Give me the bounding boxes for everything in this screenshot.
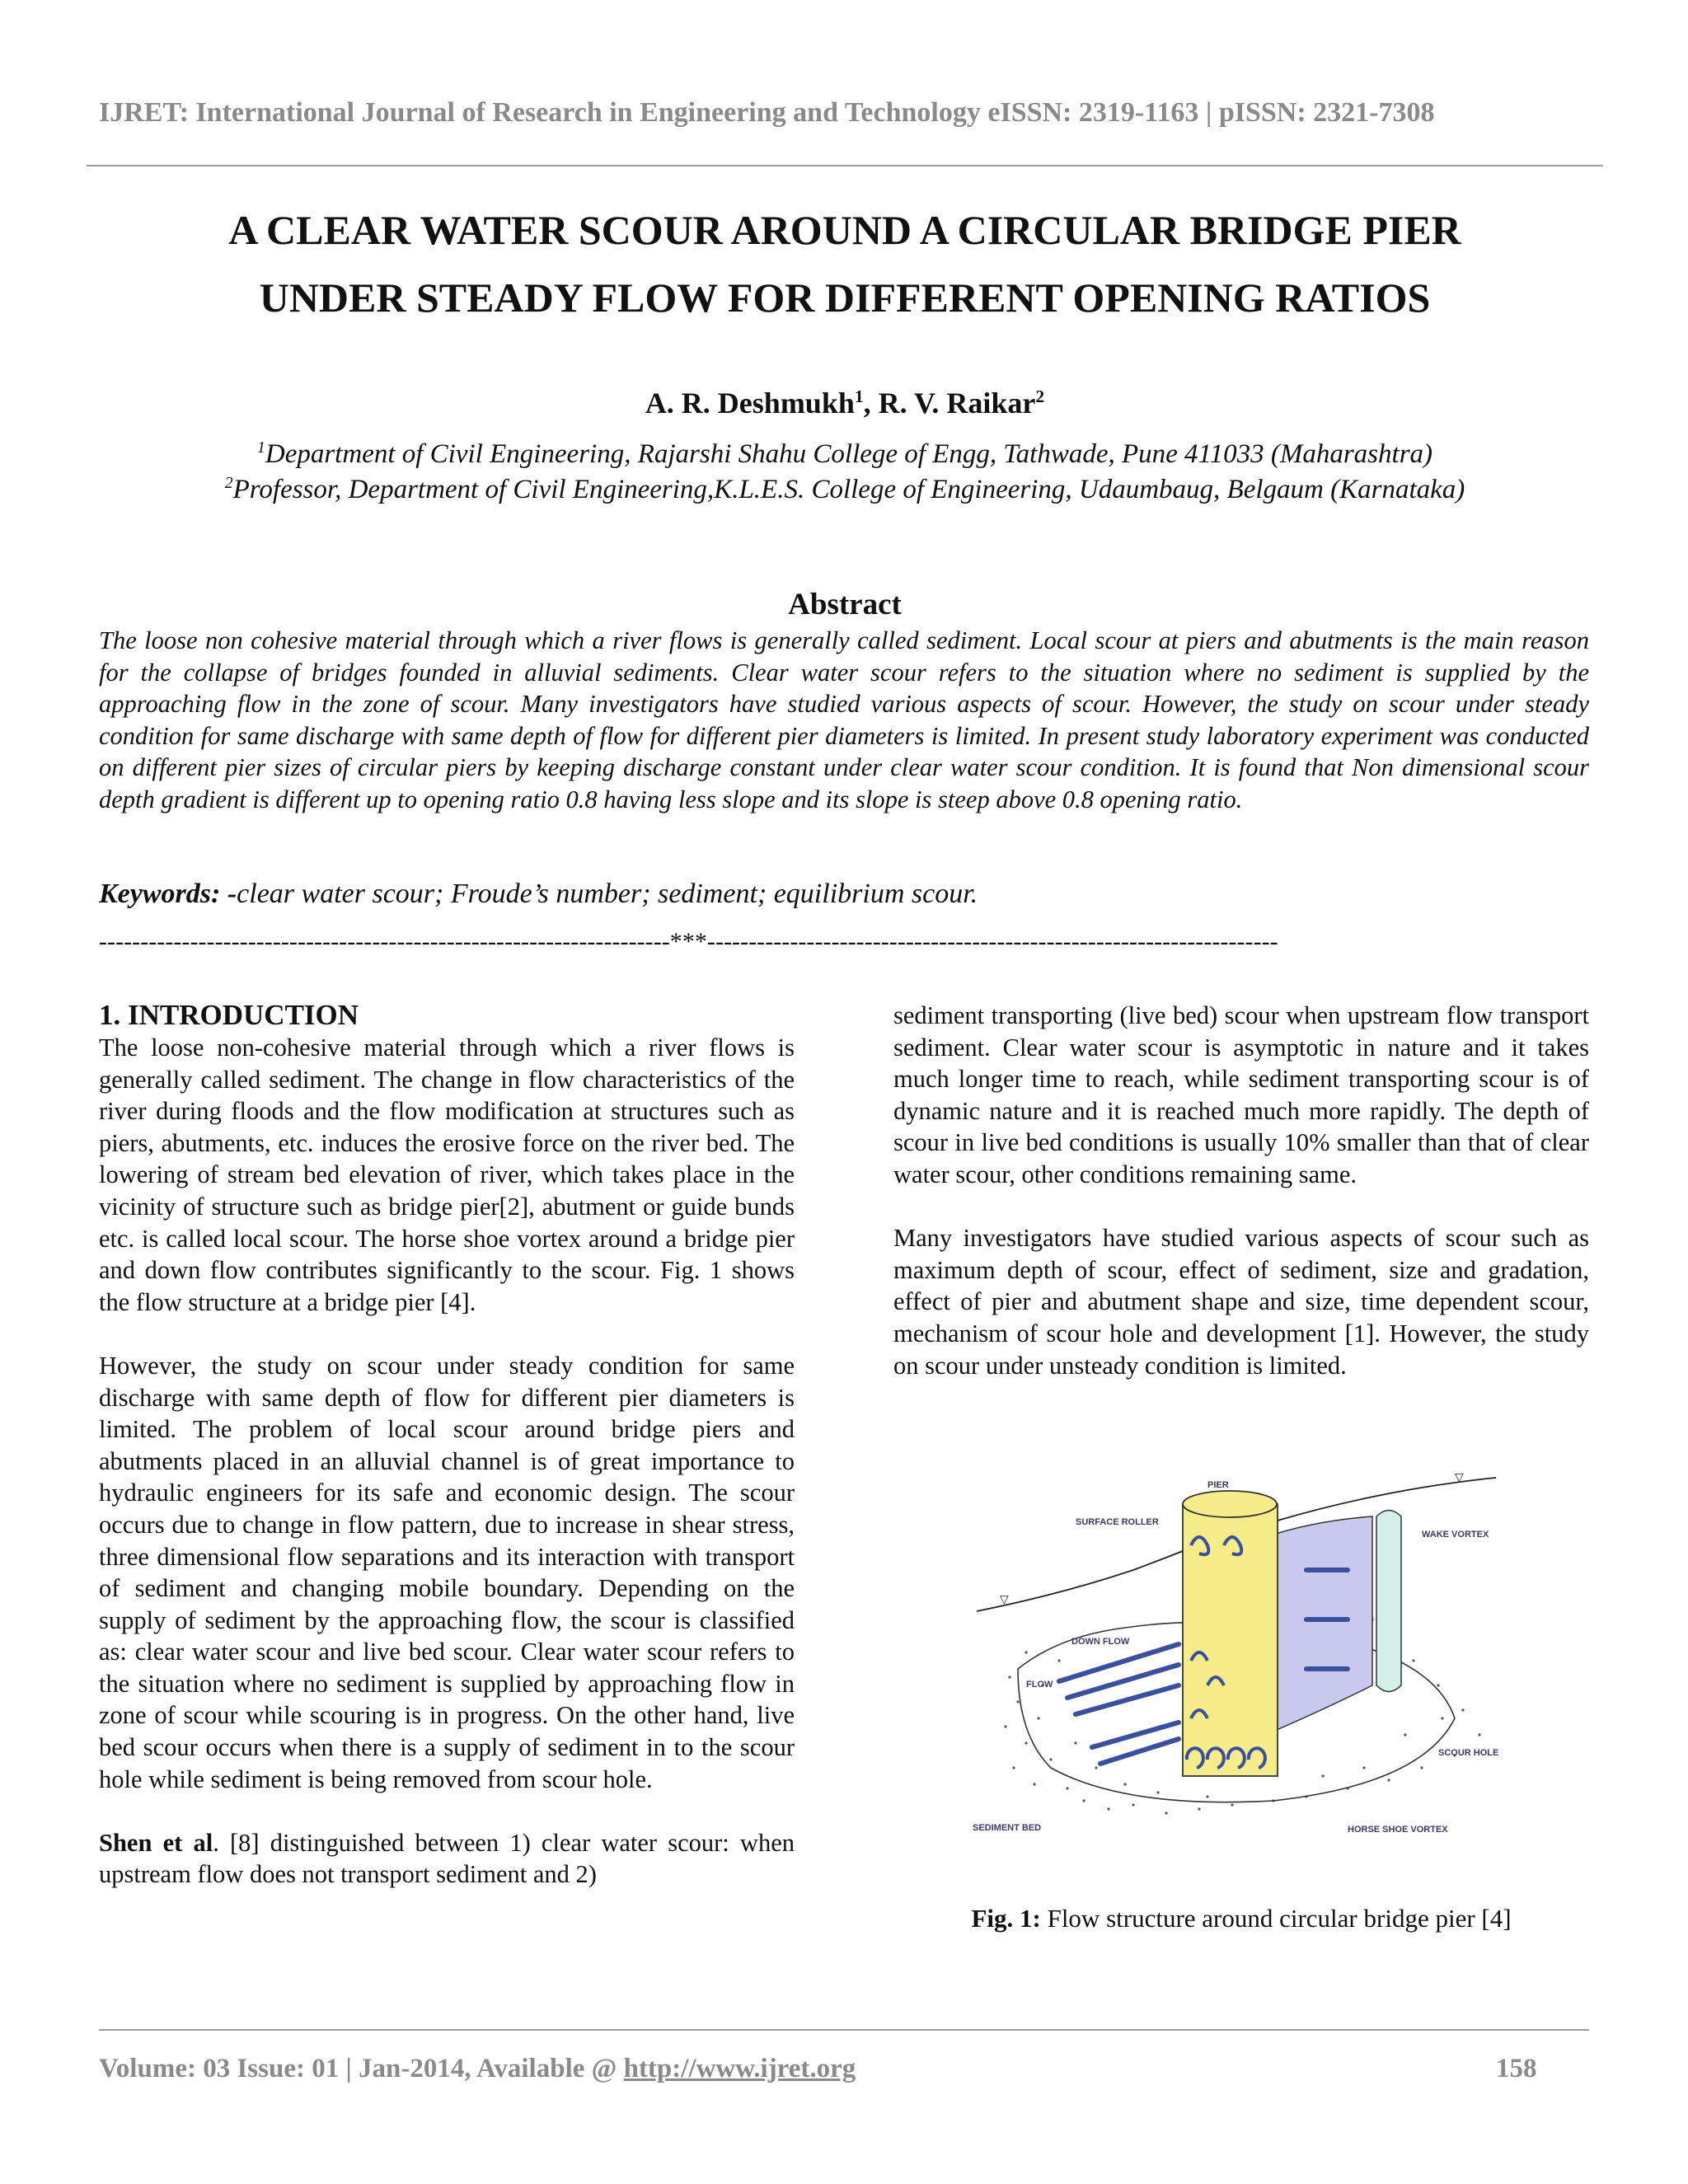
author-1: A. R. Deshmukh	[645, 387, 855, 419]
author-separator: ,	[863, 387, 879, 419]
journal-header: IJRET: International Journal of Research in Engineering and Technology eISSN: 2319-1163 | pISSN: 2321-7308	[99, 97, 1435, 128]
title-line-1: A CLEAR WATER SCOUR AROUND A CIRCULAR BRIDGE PIER	[228, 207, 1461, 253]
abstract-body: The loose non cohesive material through which a river flows is generally called sediment. Local scour at piers and abutments is the main reason for the collapse of bridges founded in alluvial sediments. Clear water scour refers to the situation where no sediment is supplied by the approaching flow in the zone of scour. Many investigators have studied various aspects of scour. However, the study on scour under steady condition for same discharge with same depth of flow for different pier diameters is limited. In present study laboratory experiment was conducted on different pier sizes of circular piers by keeping discharge constant under clear water scour condition. It is found that Non dimensional scour depth gradient is different up to opening ratio 0.8 having less slope and its slope is steep above 0.8 opening ratio.	[99, 626, 1589, 813]
journal-link[interactable]: http://www.ijret.org	[623, 2054, 856, 2083]
author-2-sup: 2	[1035, 387, 1045, 406]
label-wake-vortex: WAKE VORTEX	[1422, 1530, 1489, 1540]
affiliation-1-text: Department of Civil Engineering, Rajarshi Shahu College of Engg, Tathwade, Pune 411033 (Maharashtra)	[265, 439, 1433, 469]
right-paragraph-1: sediment transporting (live bed) scour when upstream flow transport sediment. Clear water scour is asymptotic in nature and it takes much longer time to reach, while sediment transporting scour is of dynamic nature and it is reached much more rapidly. The depth of scour in live bed conditions is usually 10% smaller than that of clear water scour, other conditions remaining same.	[893, 1001, 1589, 1188]
affiliation-2-text: Professor, Department of Civil Engineering,K.L.E.S. College of Engineering, Udaumbaug, Belgaum (Karnataka)	[232, 475, 1465, 504]
footer-prefix: Volume: 03 Issue: 01 | Jan-2014, Available @	[99, 2054, 624, 2083]
affiliation-2	[87, 475, 1603, 505]
intro-paragraph-3	[99, 1827, 795, 1891]
label-flow: FLOW	[1026, 1680, 1053, 1690]
water-level-mark-left: ▽	[1000, 1594, 1009, 1606]
header-divider	[87, 165, 1603, 166]
keywords	[99, 879, 1589, 910]
affiliation-1-sup: 1	[256, 438, 265, 457]
section-divider: ---------------------------------------------------------------------***---------------------------------------------------------------------	[99, 930, 1278, 954]
footer-divider	[99, 2029, 1589, 2031]
figure-caption-label: Fig. 1:	[971, 1904, 1041, 1933]
footer	[99, 2054, 1543, 2084]
label-scour-hole: SCOUR HOLE	[1438, 1748, 1499, 1758]
label-sediment-bed: SEDIMENT BED	[973, 1823, 1042, 1833]
water-level-mark-right: ▽	[1455, 1472, 1464, 1484]
keywords-label: Keywords: -	[99, 879, 237, 909]
flow-structure-figure	[960, 1471, 1521, 1842]
page-number: 158	[1496, 2054, 1537, 2083]
intro-heading: 1. INTRODUCTION	[99, 999, 359, 1031]
paper-title	[87, 196, 1603, 331]
author-2: R. V. Raikar	[878, 387, 1036, 419]
author-1-sup: 1	[854, 387, 864, 406]
label-down-flow: DOWN FLOW	[1071, 1637, 1130, 1647]
title-line-2: UNDER STEADY FLOW FOR DIFFERENT OPENING RATIOS	[259, 274, 1431, 321]
pier-cylinder	[1183, 1504, 1278, 1776]
right-paragraph-2: Many investigators have studied various aspects of scour such as maximum depth of scour, effect of sediment, size and gradation, effect of pier and abutment shape and size, time dependent scour, mechanism of scour hole and development [1]. However, the study on scour under unsteady condition is limited.	[893, 1224, 1589, 1380]
abstract-heading: Abstract	[788, 588, 902, 621]
intro-paragraph-1: The loose non-cohesive material through which a river flows is generally called sediment. The change in flow characteristics of the river during floods and the flow modification at structures such as piers, abutments, etc. induces the erosive force on the river bed. The lowering of stream bed elevation of river, which takes place in the vicinity of structure such as bridge pier[2], abutment or guide bunds etc. is called local scour. The horse shoe vortex around a bridge pier and down flow contributes significantly to the scour. Fig. 1 shows the flow structure at a bridge pier [4].	[99, 1033, 795, 1316]
wake-vortex-tube	[1376, 1511, 1401, 1692]
label-surface-roller: SURFACE ROLLER	[1076, 1517, 1159, 1527]
figure-caption-text: Flow structure around circular bridge pier [4]	[1040, 1904, 1512, 1933]
pier-top	[1183, 1491, 1277, 1517]
affiliation-1	[87, 439, 1603, 470]
right-column	[893, 1000, 1589, 1413]
wake-vortex-sheet	[1265, 1516, 1372, 1735]
left-column	[99, 1032, 795, 1923]
label-pier: PIER	[1207, 1480, 1229, 1490]
intro-paragraph-3-text: . [8] distinguished between 1) clear water scour: when upstream flow does not transport sediment and 2)	[99, 1828, 795, 1889]
shen-citation: Shen et al	[99, 1828, 213, 1857]
keywords-text: clear water scour; Froude’s number; sediment; equilibrium scour.	[237, 879, 978, 909]
figure-caption	[893, 1904, 1589, 1933]
author-list	[87, 386, 1603, 420]
affiliation-2-sup: 2	[224, 474, 233, 492]
intro-paragraph-2: However, the study on scour under steady condition for same discharge with same depth of flow for different pier diameters is limited. The problem of local scour around bridge piers and abutments placed in an alluvial channel is of great importance to hydraulic engineers for its safe and economic design. The scour occurs due to change in flow pattern, due to increase in shear stress, three dimensional flow separations and its interaction with transport of sediment and changing mobile boundary. Depending on the supply of sediment by the approaching flow, the scour is classified as: clear water scour and live bed scour. Clear water scour refers to the situation where no sediment is supplied by approaching flow in zone of scour while scouring is in progress. On the other hand, live bed scour occurs when there is a supply of sediment in to the scour hole while sediment is being removed from scour hole.	[99, 1351, 795, 1793]
label-horse-shoe-vortex: HORSE SHOE VORTEX	[1348, 1825, 1448, 1835]
